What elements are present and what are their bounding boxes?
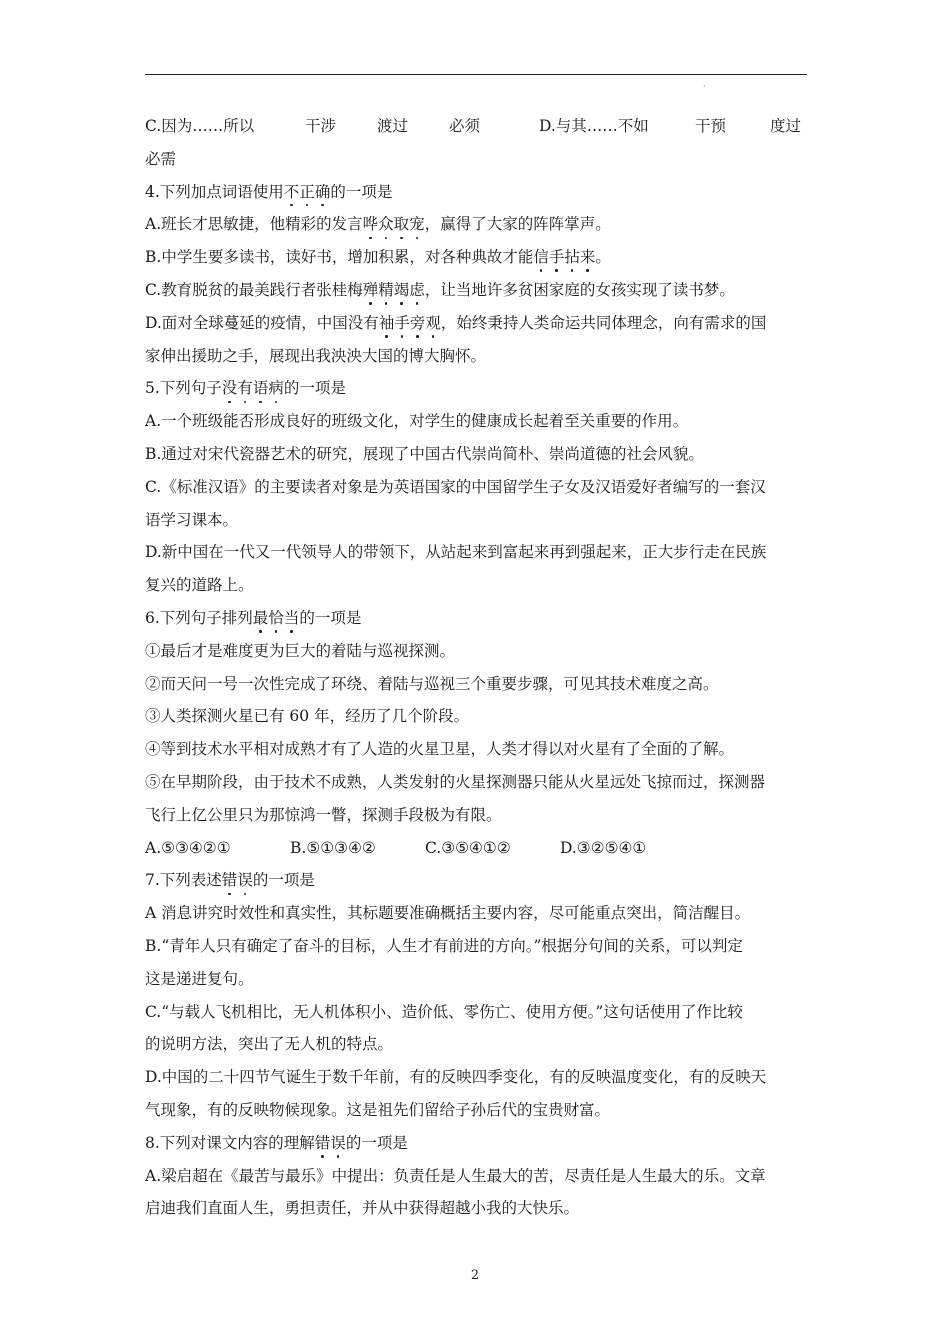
q4-stem-text: 4.下列加点词语使用: [145, 182, 284, 201]
q3-option-c-word2: 渡过: [377, 117, 409, 135]
q4-option-c: [145, 274, 807, 307]
q6-option-b: B.⑤①③④②: [290, 838, 376, 857]
q7-option-c: C.“与载人飞机相比，无人机体积小、造价低、零伤亡、使用方便。”这句话使用了作比较: [145, 1002, 743, 1021]
q8-stem-emphasis: 错误: [315, 1134, 346, 1152]
q6-stem: [145, 602, 807, 635]
q8-stem-text: 8.下列对课文内容的理解: [145, 1133, 315, 1152]
q5-option-b: B.通过对宋代瓷器艺术的研究，展现了中国古代崇尚简朴、崇尚道德的社会风貌。: [145, 444, 704, 463]
q3-option-d-word1: 干预: [695, 117, 727, 135]
q4-b-text: B.中学生要多读书，读好书，增加积累，对各种典故才能: [145, 248, 534, 267]
q6-option-a: A.⑤③④②①: [145, 838, 231, 857]
q3-options-line: [145, 110, 807, 143]
q5-option-d: D.新中国在一代又一代领导人的带领下，从站起来到富起来再到强起来，正大步行走在民族: [145, 543, 767, 562]
q6-sentence-4: ④等到技术水平相对成熟才有了人造的火星卫星，人类才得以对火星有了全面的了解。: [145, 740, 735, 759]
q3-option-c-word3: 必须: [449, 117, 481, 135]
q6-stem-emphasis: 最恰当: [253, 609, 300, 627]
q7-option-d-line2: 气现象，有的反映物候现象。这是祖先们留给子孙后代的宝贵财富。: [145, 1100, 611, 1119]
q7-option-d: D.中国的二十四节气诞生于数千年前，有的反映四季变化，有的反映温度变化，有的反映天: [145, 1068, 767, 1087]
q4-c-dotted-phrase: 殚精竭虑: [363, 281, 425, 299]
q7-option-c-line2: 的说明方法，突出了无人机的特点。: [145, 1035, 394, 1054]
q7-stem-text-end: 的一项是: [252, 871, 315, 890]
q6-option-d: D.③②⑤④①: [560, 838, 647, 857]
q3-options-wrap: 必需: [145, 149, 177, 168]
q5-option-c: C.《标准汉语》的主要读者对象是为英语国家的中国留学生子女及汉语爱好者编写的一套汉: [145, 477, 766, 496]
q7-stem-text: 7.下列表述: [145, 871, 222, 890]
q4-b-dotted-phrase: 信手拈来: [533, 248, 595, 266]
q4-option-d: [145, 307, 807, 340]
q6-sentence-1: ①最后才是难度更为巨大的着陆与巡视探测。: [145, 641, 456, 660]
q6-sentence-5: ⑤在早期阶段，由于技术不成熟，人类发射的火星探测器只能从火星远处飞掠而过，探测器: [145, 772, 766, 791]
q4-c-text-end: ，让当地许多贫困家庭的女孩实现了读书梦。: [424, 280, 735, 299]
q6-option-c: C.③⑤④①②: [425, 838, 511, 857]
q7-option-a: A 消息讲究时效性和真实性，其标题要准确概括主要内容，尽可能重点突出，简洁醒目。: [145, 904, 751, 923]
header-rule: [145, 74, 807, 75]
header-dot: ·: [703, 82, 706, 91]
q4-c-text: C.教育脱贫的最美践行者张桂梅: [145, 280, 363, 299]
q5-stem-emphasis: 没有语病: [222, 379, 284, 397]
q4-option-a: [145, 208, 807, 241]
q6-stem-text: 6.下列句子排列: [145, 608, 253, 627]
q4-a-text: A.班长才思敏捷，他精彩的发言: [145, 215, 363, 234]
q8-stem-text-end: 的一项是: [345, 1133, 408, 1152]
document-body: [145, 110, 807, 1225]
q3-option-c-label: C.因为……所以: [145, 117, 255, 135]
q8-option-a: A.梁启超在《最苦与最乐》中提出：负责任是人生最大的苦，尽责任是人生最大的乐。文章: [145, 1166, 766, 1185]
q6-sentence-5-line2: 飞行上亿公里只为那惊鸿一瞥，探测手段极为有限。: [145, 805, 502, 824]
q3-option-c-word1: 干涉: [305, 117, 337, 135]
q7-stem: [145, 864, 807, 897]
page-number: 2: [470, 1268, 480, 1283]
q7-option-b-line2: 这是递进复句。: [145, 969, 254, 988]
q4-stem-text-end: 的一项是: [330, 182, 393, 201]
q8-option-a-line2: 启迪我们直面人生，勇担责任，并从中获得超越小我的大快乐。: [145, 1199, 580, 1218]
q4-a-text-end: ，赢得了大家的阵阵掌声。: [424, 215, 611, 234]
q4-option-d-line2: 家伸出援助之手，展现出我泱泱大国的博大胸怀。: [145, 346, 487, 365]
q3-option-d-label: D.与其……不如: [539, 117, 649, 135]
q4-option-b: [145, 241, 807, 274]
q5-stem: [145, 372, 807, 405]
q5-option-a: A.一个班级能否形成良好的班级文化，对学生的健康成长起着至关重要的作用。: [145, 412, 689, 431]
q4-d-text-end: ，始终秉持人类命运共同体理念，向有需求的国: [440, 313, 767, 332]
q5-stem-text: 5.下列句子: [145, 379, 222, 398]
q3-option-d-word2: 度过: [770, 117, 802, 135]
q4-stem: [145, 176, 807, 209]
q5-stem-text-end: 的一项是: [283, 379, 346, 398]
q5-option-c-line2: 语学习课本。: [145, 510, 239, 529]
q6-sentence-2: ②而天问一号一次性完成了环绕、着陆与巡视三个重要步骤，可见其技术难度之高。: [145, 674, 719, 693]
q4-stem-emphasis: 不正确: [284, 183, 331, 201]
q8-stem: [145, 1127, 807, 1160]
q4-d-text: D.面对全球蔓延的疫情，中国没有: [145, 313, 379, 332]
q6-stem-text-end: 的一项是: [299, 608, 362, 627]
q4-a-dotted-phrase: 哗众取宠: [363, 215, 425, 233]
q5-option-d-line2: 复兴的道路上。: [145, 576, 254, 595]
q4-d-dotted-phrase: 袖手旁观: [379, 314, 441, 332]
q6-sentence-3: ③人类探测火星已有 60 年，经历了几个阶段。: [145, 707, 470, 726]
q6-options-line: [145, 832, 807, 865]
q4-b-text-end: 。: [595, 248, 611, 267]
q7-option-b: B.“青年人只有确定了奋斗的目标，人生才有前进的方向。”根据分句间的关系，可以判定: [145, 936, 743, 955]
q7-stem-emphasis: 错误: [222, 871, 253, 889]
